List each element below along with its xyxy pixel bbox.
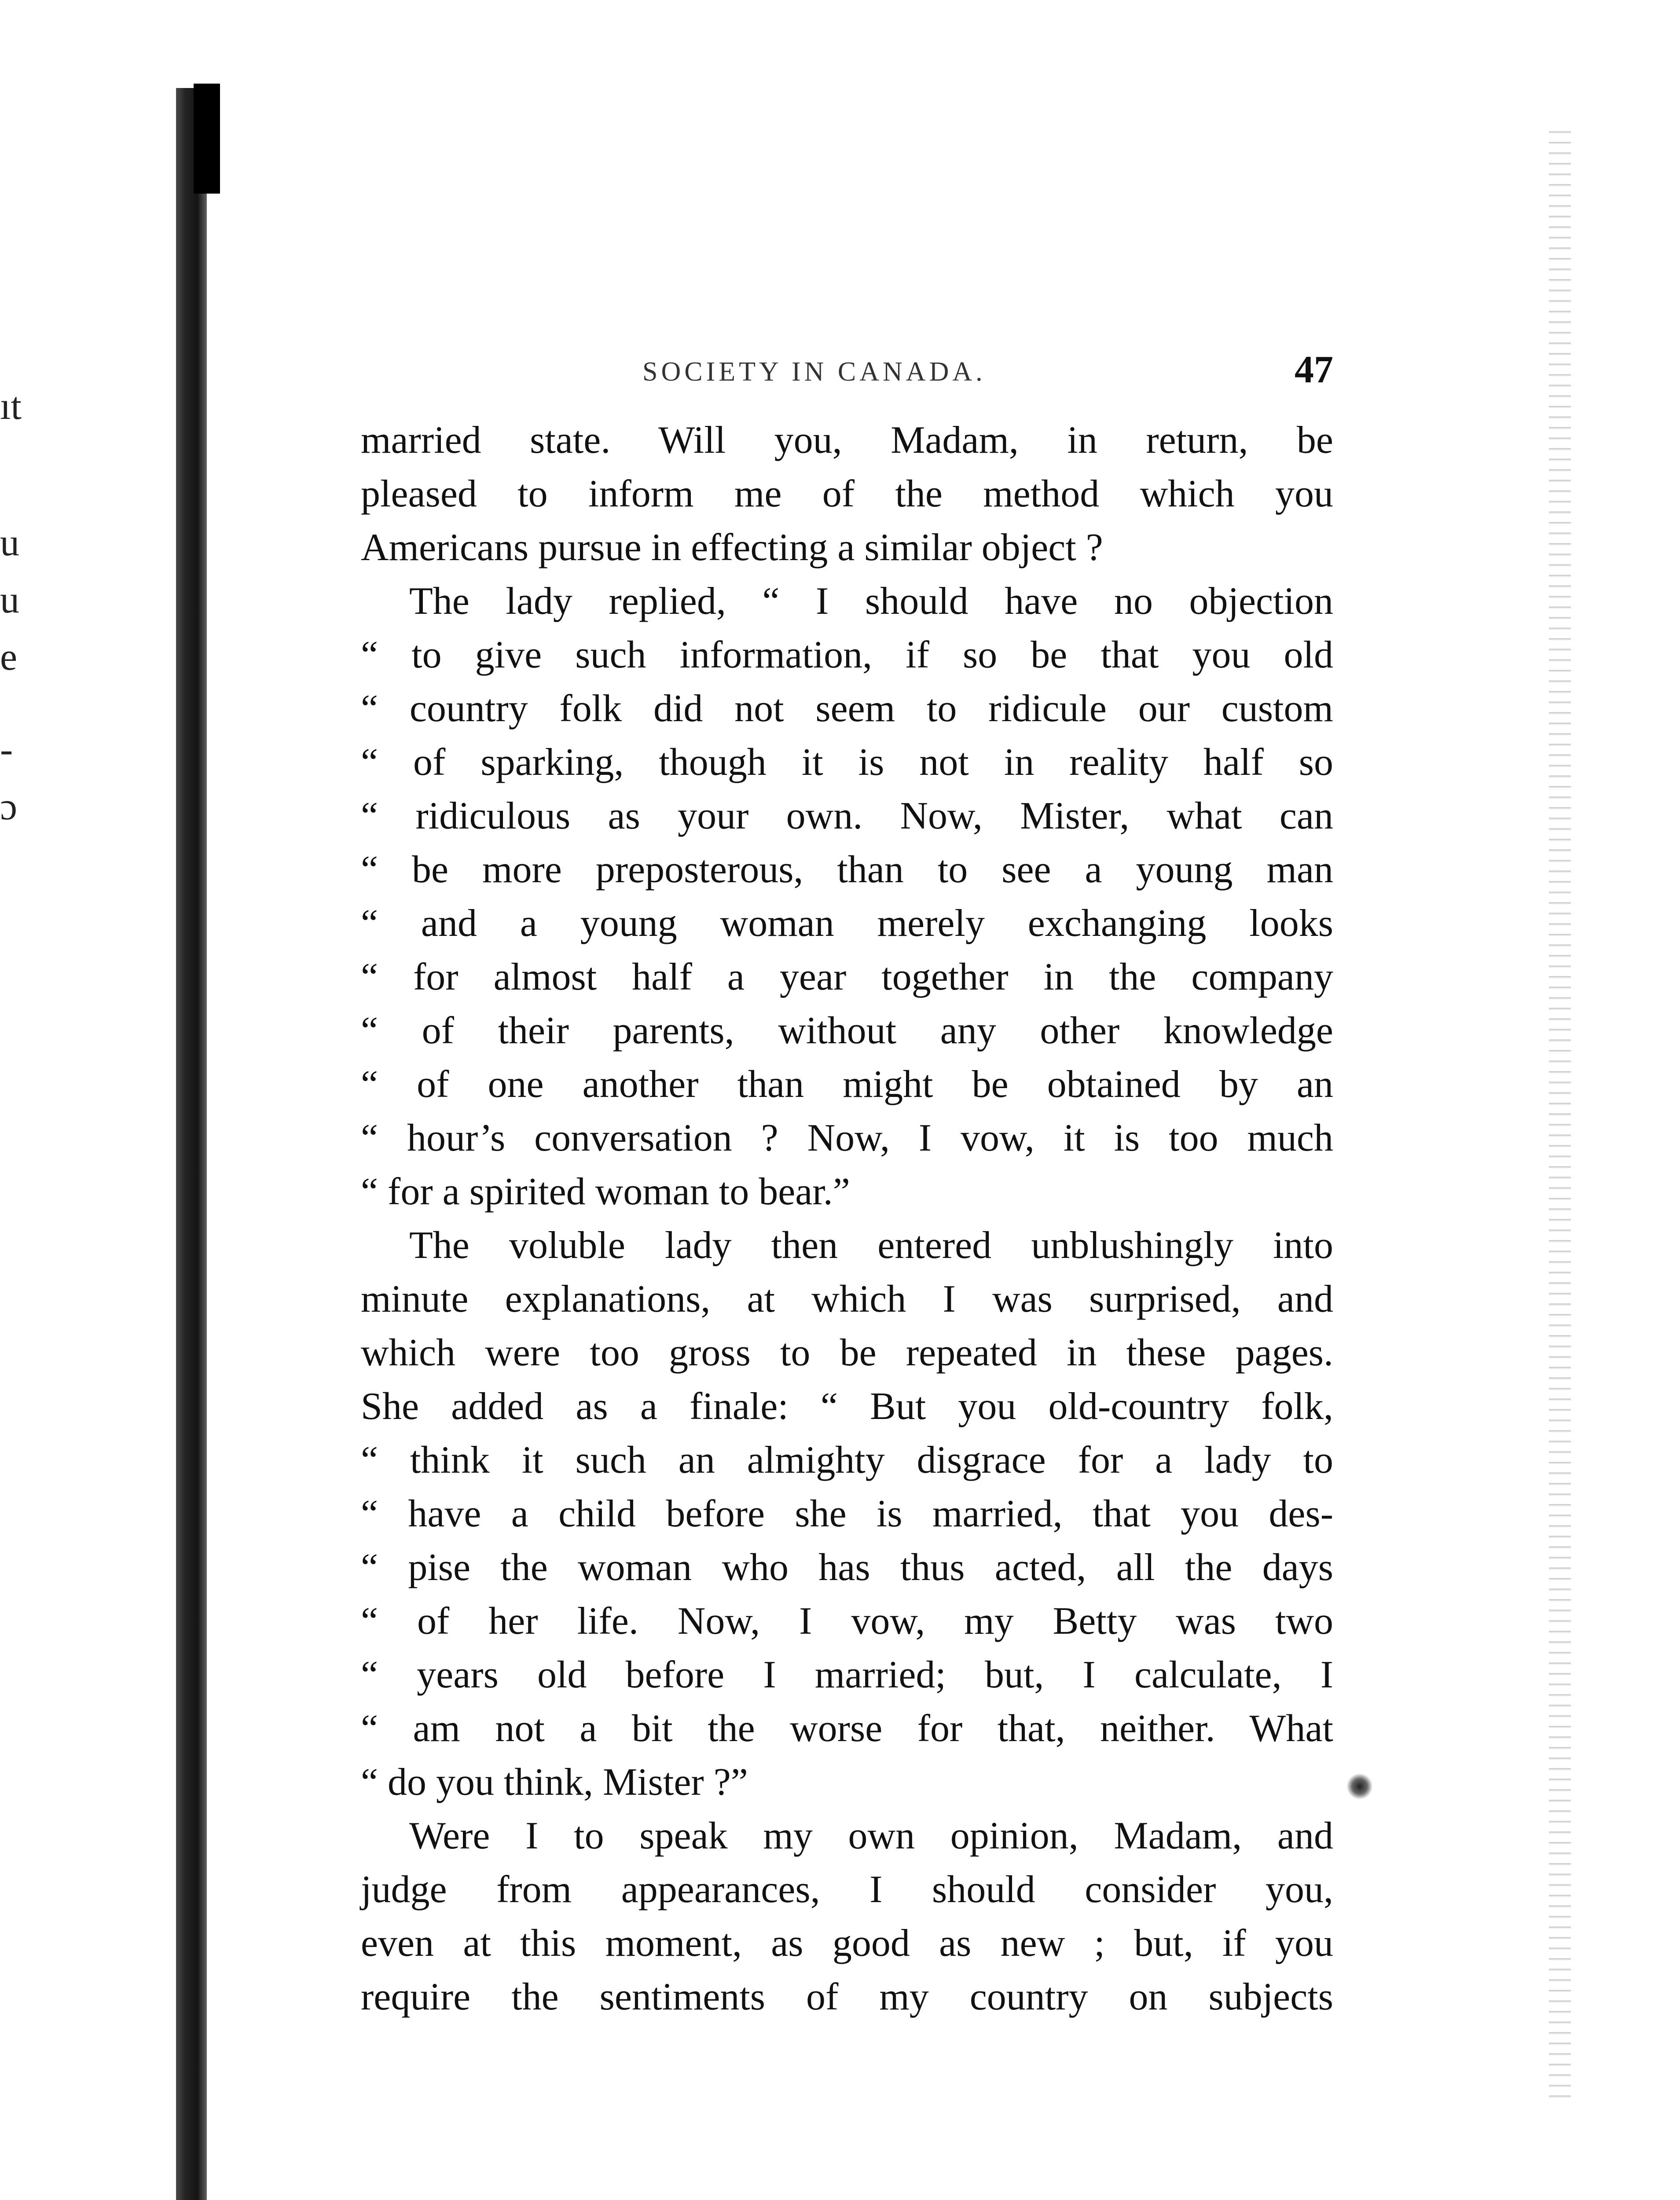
text-line: judge from appearances, I should consider you,: [361, 1868, 1333, 1911]
margin-fragment: ɔ: [0, 785, 18, 828]
text-line: which were too gross to be repeated in these pages.: [361, 1331, 1333, 1374]
text-line: “ for almost half a year together in the company: [361, 956, 1333, 998]
binding-gutter-shadow: [176, 88, 207, 2200]
right-edge-bleed: [1549, 123, 1571, 2103]
text-line: Americans pursue in effecting a similar object ?: [361, 526, 1103, 569]
binding-gutter-dark-edge: [194, 84, 220, 194]
text-line: “ years old before I married; but, I calculate, I: [361, 1654, 1333, 1696]
text-line: “ be more preposterous, than to see a young man: [361, 848, 1333, 891]
text-line: minute explanations, at which I was surprised, and: [361, 1278, 1333, 1320]
margin-fragment: u: [0, 579, 19, 621]
text-line: “ and a young woman merely exchanging looks: [361, 902, 1333, 945]
text-line: pleased to inform me of the method which you: [361, 473, 1333, 515]
margin-fragment: ıt: [0, 385, 22, 428]
text-line: “ have a child before she is married, that you des-: [361, 1492, 1333, 1535]
text-line: “ of her life. Now, I vow, my Betty was two: [361, 1600, 1333, 1643]
text-line: “ think it such an almighty disgrace for a lady to: [361, 1439, 1333, 1481]
ink-smudge: [1346, 1773, 1373, 1800]
facing-page-fragments: [0, 387, 62, 827]
text-line: The voluble lady then entered unblushingly into: [409, 1224, 1333, 1267]
text-line: “ do you think, Mister ?”: [361, 1761, 748, 1804]
running-head-title: SOCIETY IN CANADA.: [642, 357, 986, 387]
text-line: “ of sparking, though it is not in reality half so: [361, 741, 1333, 784]
body-text: [361, 414, 1333, 2024]
margin-fragment: -: [0, 728, 13, 771]
text-line: “ of their parents, without any other knowledge: [361, 1009, 1333, 1052]
text-line: “ of one another than might be obtained by an: [361, 1063, 1333, 1106]
page-number: 47: [1295, 348, 1333, 391]
text-line: “ country folk did not seem to ridicule our custom: [361, 687, 1333, 730]
text-line: The lady replied, “ I should have no objection: [409, 580, 1333, 623]
text-line: “ ridiculous as your own. Now, Mister, what can: [361, 795, 1333, 837]
margin-fragment: e: [0, 636, 18, 678]
text-line: married state. Will you, Madam, in return, be: [361, 419, 1333, 462]
text-line: “ to give such information, if so be that you old: [361, 634, 1333, 676]
margin-fragment: u: [0, 521, 19, 564]
text-line: Were I to speak my own opinion, Madam, and: [409, 1815, 1333, 1857]
text-line: require the sentiments of my country on subjects: [361, 1976, 1333, 2018]
text-line: even at this moment, as good as new ; but, if you: [361, 1922, 1333, 1965]
text-line: She added as a finale: “ But you old-country folk,: [361, 1385, 1333, 1428]
text-line: “ hour’s conversation ? Now, I vow, it is too much: [361, 1117, 1333, 1159]
running-head: [361, 348, 1333, 396]
text-line: “ am not a bit the worse for that, neither. What: [361, 1707, 1333, 1750]
text-line: “ for a spirited woman to bear.”: [361, 1170, 850, 1213]
text-line: “ pise the woman who has thus acted, all the days: [361, 1546, 1333, 1589]
